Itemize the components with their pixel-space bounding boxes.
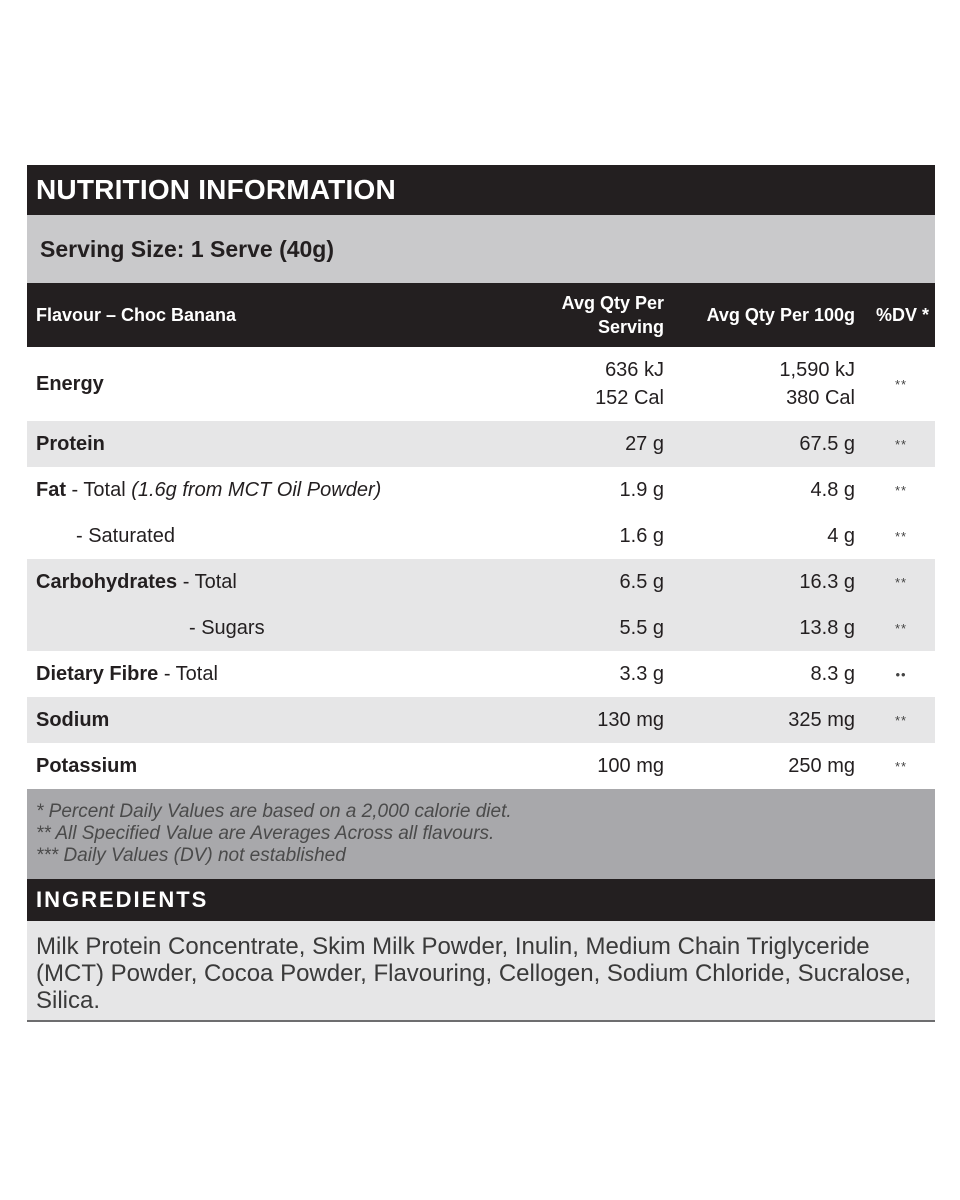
row-label-bold: Carbohydrates: [36, 570, 178, 593]
row-label-italic: (1.6g from MCT Oil Powder): [131, 478, 382, 501]
table-row-carbohydrates: [27, 559, 935, 605]
row-label: - Saturated: [76, 524, 175, 547]
header-per-serving-line1: Avg Qty Per: [561, 293, 664, 313]
table-row-dietary-fibre: [27, 651, 935, 697]
footnotes: [27, 789, 935, 879]
serving-value: 1.9 g: [619, 479, 664, 501]
serving-cal: 152 Cal: [595, 387, 664, 409]
table-header: [27, 283, 935, 347]
dv-value: **: [894, 758, 908, 774]
header-per-serving: [527, 283, 664, 347]
serving-value: 3.3 g: [619, 663, 664, 685]
row-label: Sodium: [36, 708, 110, 731]
serving-value: 5.5 g: [619, 617, 664, 639]
table-row-fat-total: [27, 467, 935, 513]
dv-value: **: [894, 376, 908, 392]
dv-value: **: [894, 436, 908, 452]
per100-value: 67.5 g: [799, 433, 855, 455]
row-label-bold: Dietary Fibre: [36, 662, 159, 685]
per100-value: 325 mg: [788, 709, 855, 731]
nutrition-panel: [27, 165, 935, 1022]
footnote-3: *** Daily Values (DV) not established: [36, 845, 346, 866]
dv-value: **: [894, 574, 908, 590]
row-label: - Sugars: [189, 616, 265, 639]
per100-value: 4.8 g: [810, 479, 855, 501]
row-label: [36, 651, 536, 697]
per100-value: 16.3 g: [799, 571, 855, 593]
panel-title: NUTRITION INFORMATION: [27, 165, 935, 215]
serving-kj: 636 kJ: [605, 359, 664, 381]
header-dv: %DV *: [876, 304, 930, 325]
header-per-100g: Avg Qty Per 100g: [706, 304, 855, 325]
serving-value: 1.6 g: [619, 525, 664, 547]
table-row-protein: [27, 421, 935, 467]
footnote-1: * Percent Daily Values are based on a 2,000 calorie diet.: [36, 801, 512, 822]
header-flavour: Flavour – Choc Banana: [36, 304, 237, 325]
serving-value: 130 mg: [597, 709, 664, 731]
serving-value: [527, 347, 664, 421]
row-label: Energy: [36, 372, 104, 395]
ingredients-title: INGREDIENTS: [27, 879, 935, 921]
serving-value: 27 g: [625, 433, 664, 455]
dv-value: **: [894, 620, 908, 636]
serving-value: 100 mg: [597, 755, 664, 777]
per100-value: 250 mg: [788, 755, 855, 777]
table-row-potassium: [27, 743, 935, 789]
per100-value: 13.8 g: [799, 617, 855, 639]
serving-value: 6.5 g: [619, 571, 664, 593]
dv-value: ••: [895, 666, 907, 682]
serving-size: Serving Size: 1 Serve (40g): [27, 215, 935, 283]
dv-value: **: [894, 712, 908, 728]
table-row-energy: [27, 347, 935, 421]
ingredients-text: Milk Protein Concentrate, Skim Milk Powder, Inulin, Medium Chain Triglyceride (MCT) Powder, Cocoa Powder, Flavouring, Cellogen, Sodium Chloride, Sucralose, Silica.: [27, 921, 935, 1022]
per100-value: 8.3 g: [810, 663, 855, 685]
dv-value: **: [894, 528, 908, 544]
per100-cal: 380 Cal: [786, 387, 855, 409]
header-per-serving-line2: Serving: [597, 317, 664, 337]
per100-value: 4 g: [827, 525, 855, 547]
row-label-rest: - Total: [177, 570, 237, 593]
row-label: [36, 467, 536, 513]
table-row-sugars: [27, 605, 935, 651]
per100-kj: 1,590 kJ: [779, 359, 855, 381]
row-label-bold: Fat: [36, 478, 66, 501]
table-row-saturated: [27, 513, 935, 559]
footnote-2: ** All Specified Value are Averages Across all flavours.: [36, 823, 495, 844]
row-label-rest: - Total: [158, 662, 218, 685]
table-row-sodium: [27, 697, 935, 743]
row-label: [36, 559, 536, 605]
row-label: Protein: [36, 432, 105, 455]
dv-value: **: [894, 482, 908, 498]
row-label-rest: - Total: [66, 478, 132, 501]
row-label: Potassium: [36, 754, 138, 777]
per100-value: [667, 347, 855, 421]
